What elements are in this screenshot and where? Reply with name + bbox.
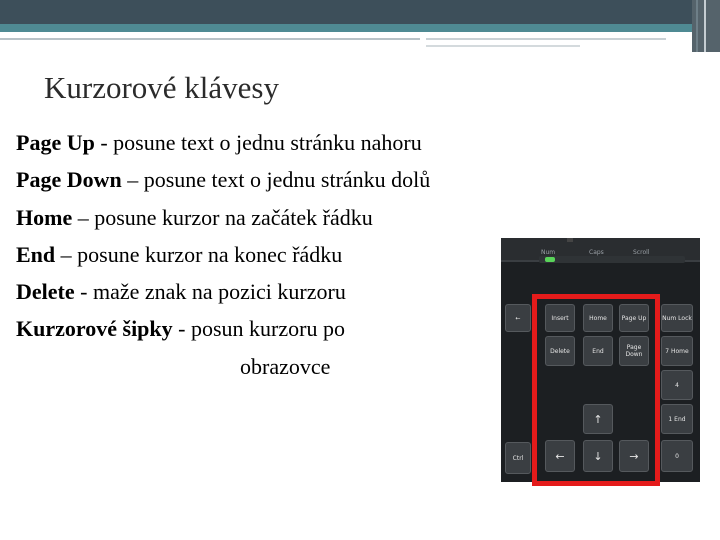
arrow-left-key: ←: [545, 440, 575, 472]
line-continuation: obrazovce: [240, 353, 331, 379]
line-arrows: [16, 310, 576, 347]
line-end: [16, 236, 576, 273]
key-name: Home: [16, 204, 73, 230]
key-num1: 1 End: [661, 404, 693, 434]
arrow-down-key: ↓: [583, 440, 613, 472]
led-label: Scroll: [633, 249, 650, 256]
key-partial-left: ←: [505, 304, 531, 332]
key-description: – posune kurzor na začátek řádku: [72, 204, 373, 230]
key-delete: Delete: [545, 336, 575, 366]
key-num-lock: Num Lock: [661, 304, 693, 332]
key-description: - maže znak na pozici kurzoru: [74, 279, 346, 305]
header-accent-band: [0, 24, 720, 32]
key-num4: 4: [661, 370, 693, 400]
key-description: – posune text o jednu stránku dolů: [121, 167, 431, 193]
key-name: Kurzorové šipky: [16, 316, 173, 342]
header-vertical-rule: [696, 0, 698, 52]
key-num7: 7 Home: [661, 336, 693, 366]
led-strip: [539, 256, 685, 263]
arrow-right-key: →: [619, 440, 649, 472]
led-indicator: [545, 257, 555, 262]
key-name: Delete: [16, 279, 75, 305]
key-name: Page Up: [16, 130, 95, 155]
key-description: - posun kurzoru po: [172, 316, 345, 342]
header-vertical-rule: [704, 0, 706, 52]
key-page-down: Page Down: [619, 336, 649, 366]
header-rule: [0, 38, 420, 40]
led-label: Num: [541, 249, 556, 256]
header-rule: [426, 45, 580, 47]
key-insert: Insert: [545, 304, 575, 332]
key-page-up: Page Up: [619, 304, 649, 332]
key-description: - posune text o jednu stránku nahoru: [94, 130, 422, 155]
arrow-up-key: ↑: [583, 404, 613, 434]
line-delete: [16, 273, 576, 310]
header-rule: [426, 38, 666, 40]
header-band: [0, 0, 720, 24]
key-home: Home: [583, 304, 613, 332]
highlight-frame: [532, 294, 660, 486]
slide-body: [16, 124, 576, 385]
key-end: End: [583, 336, 613, 366]
key-name: End: [16, 241, 56, 267]
line-page-up: [16, 124, 576, 161]
key-ctrl: Ctrl: [505, 442, 531, 474]
keyboard-cable: [567, 238, 573, 242]
line-page-down: [16, 161, 576, 198]
key-name: Page Down: [16, 167, 122, 193]
line-home: [16, 199, 576, 236]
slide-title: Kurzorové klávesy: [44, 70, 279, 105]
led-label: Caps: [589, 249, 604, 256]
key-description: – posune kurzor na konec řádku: [55, 241, 343, 267]
key-num0: 0: [661, 440, 693, 472]
